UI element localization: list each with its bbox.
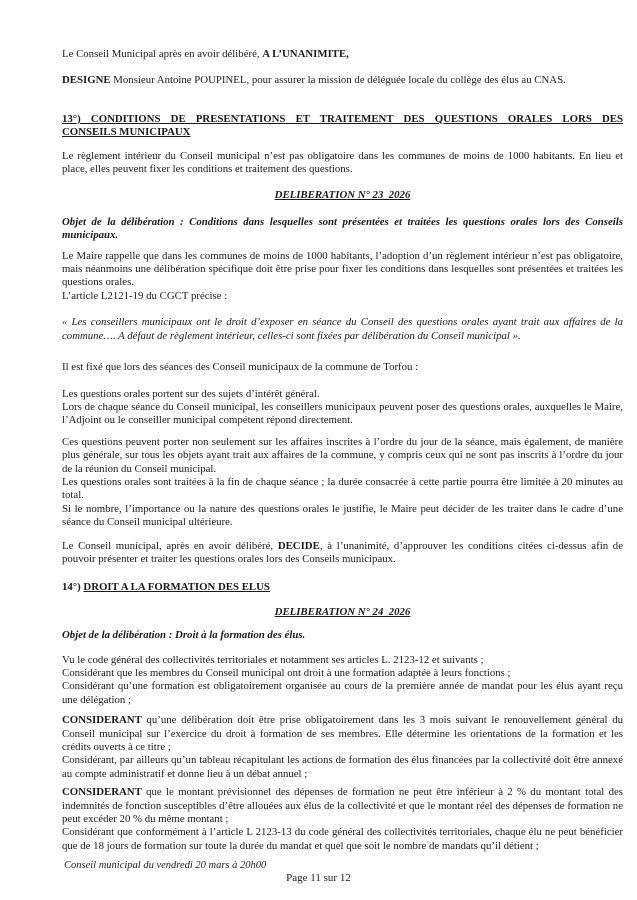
para-reglement-interieur: Le règlement intérieur du Conseil municipal n’est pas obligatoire dans les communes de moins de 1000 habitants. En lieu et place, elles peuvent fixer les conditions et traitement des questions.: [62, 149, 623, 176]
objet-deliberation-23: Objet de la délibération : Conditions dans lesquelles sont présentées et traitées les questions orales lors des Conseils municipaux.: [62, 215, 623, 242]
section-13-heading: [62, 113, 623, 140]
section-14-title: DROIT A LA FORMATION DES ELUS: [83, 581, 270, 594]
para-questions-fin-seance: Les questions orales sont traitées à la fin de chaque séance ; la durée consacrée à cette partie pourra être limitée à 20 minutes au total.: [62, 475, 623, 502]
para-considerant-formation-obligatoire: Considérant qu’une formation est obligatoirement organisée au cours de la première année de mandat pour les élus ayant reçu une délégation ;: [62, 680, 623, 706]
para-questions-porter: Ces questions peuvent porter non seulement sur les affaires inscrites à l’ordre du jour de la séance, mais également, de manière plus générale, sur tous les objets ayant trait aux affaires de la commune, y compris ceux qui ne sont pas inscrits à l’ordre du jour de la réunion du Conseil municipal.: [62, 435, 623, 475]
section-13-number: 13°): [62, 112, 91, 125]
para-maire-rappelle: Le Maire rappelle que dans les communes de moins de 1000 habitants, l’adoption d’un règlement intérieur n’est pas obligatoire, mais néanmoins une délibération spécifique doit être prise pour fixer les conditions dans lesquelles sont présentées et traitées les questions orales.: [62, 249, 623, 289]
para-decide-text: Le Conseil municipal, après en avoir délibéré,: [62, 539, 278, 552]
section-13-heading-line1: [62, 113, 623, 126]
section-14-number: 14°): [62, 581, 84, 594]
designe-emphasis: DESIGNE: [62, 74, 111, 87]
para-vu-code: Vu le code général des collectivités territoriales et notamment ses articles L. 2123-12 et suivants ;: [62, 653, 484, 666]
para-considerant-5-text: que le montant prévisionnel des dépenses de formation ne peut être inférieur à 2 % du montant total des indemnités de fonction susceptibles d’être allouées aux élus de la collectivité et que le montant réel des dépenses de formation ne peut excéder 20 % du même montant ;: [62, 786, 623, 826]
para-considerant-tableau: Considérant, par ailleurs qu’un tableau récapitulant les actions de formation des élus financées par la collectivité doit être annexé au compte administratif et donne lieu à un débat annuel ;: [62, 754, 623, 780]
para-unanimite-text: Le Conseil Municipal après en avoir délibéré,: [62, 48, 263, 60]
footer-session-note: Conseil municipal du vendredi 20 mars à 20h00: [64, 860, 267, 871]
para-considerant-3-text: qu’une délibération doit être prise obligatoirement dans les 3 mois suivant le renouvellement général du Conseil municipal sur l’exercice du droit à formation de ses membres. Elle détermine les orientations de la formation et les crédits ouverts à ce titre ;: [62, 714, 623, 754]
para-nombre-importance: Si le nombre, l’importance ou la nature des questions orales le justifie, le Maire peut décider de les traiter dans le cadre d’une séance du Conseil municipal ultérieure.: [62, 502, 623, 529]
para-unanimite: [62, 48, 623, 61]
document-body: [62, 48, 623, 853]
para-considerant-membres: Considérant que les membres du Conseil municipal ont droit à une formation adaptée à leurs fonctions ;: [62, 667, 511, 679]
para-sujets-interet: Les questions orales portent sur des sujets d’intérêt général.: [62, 387, 320, 400]
para-considerant-deliberation-3-mois: [62, 714, 623, 754]
para-considerant-18-jours: Considérant que conformément à l’article L 2123-13 du code général des collectivités territoriales, chaque élu ne peut bénéficier que de 18 jours de formation sur toute la durée du mandat et quel que soit le nombre de mandats qu’il détient ;: [62, 826, 623, 852]
section-13-title-line2: CONSEILS MUNICIPAUX: [62, 126, 191, 139]
deliberation-24-title: DELIBERATION N° 24_2026: [274, 605, 411, 618]
para-designe: [62, 74, 623, 87]
decide-emphasis: DECIDE: [277, 539, 320, 552]
para-decide-post: , à l’unanimité, d’approuver les conditions citées ci-dessus afin de pouvoir présenter et traiter les questions orales lors des Conseils municipaux.: [62, 539, 623, 565]
para-chaque-seance: Lors de chaque séance du Conseil municipal, les conseillers municipaux peuvent poser des questions orales, auxquelles le Maire, l’Adjoint ou le conseiller municipal compétent répond directement.: [62, 400, 623, 427]
para-designe-text: Monsieur Antoine POUPINEL, pour assurer la mission de déléguée locale du collège des élus au CNAS.: [110, 74, 566, 87]
footer-page-number: Page 11 sur 12: [286, 872, 351, 884]
considerant-emphasis-2: CONSIDERANT: [62, 786, 142, 799]
section-14-heading: [62, 581, 623, 594]
para-considerant-montant: [62, 786, 623, 826]
unanimite-emphasis: A L’UNANIMITE,: [262, 48, 349, 60]
objet-deliberation-24: Objet de la délibération : Droit à la formation des élus.: [62, 629, 306, 642]
para-decide: [62, 540, 623, 567]
deliberation-23-title: DELIBERATION N° 23_2026: [274, 189, 411, 202]
para-article-cgct: L’article L2121-19 du CGCT précise :: [62, 289, 228, 302]
para-il-est-fixe: Il est fixé que lors des séances des Conseil municipaux de la commune de Torfou :: [62, 361, 419, 374]
section-13-title-line1: CONDITIONS DE PRESENTATIONS ET TRAITEMENT DES QUESTIONS ORALES LORS DES: [90, 112, 623, 125]
quote-cgct: « Les conseillers municipaux ont le droit d’exposer en séance du Conseil des questions orales ayant trait aux affaires de la commune…. A défaut de règlement intérieur, celles-ci sont fixées par délibération du Conseil municipal ».: [62, 316, 623, 342]
considerant-emphasis-1: CONSIDERANT: [62, 714, 142, 727]
